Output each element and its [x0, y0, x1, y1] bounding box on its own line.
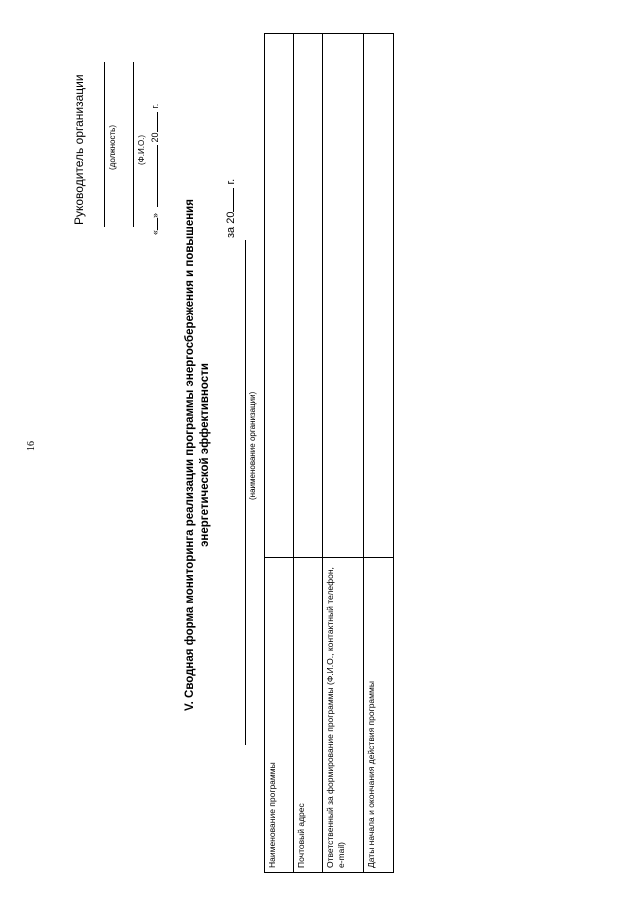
row-label-postal-address: Почтовый адрес — [294, 558, 323, 873]
period-year-blank — [223, 188, 234, 212]
approval-title: Руководитель организации — [72, 74, 86, 225]
organization-name-line — [233, 240, 246, 745]
date-day-blank — [148, 218, 158, 230]
row-label-program-dates: Даты начала и окончания действия программы — [364, 558, 394, 873]
name-caption: (Ф.И.О.) — [137, 134, 146, 165]
form-title-line2: энергетической эффективности — [199, 363, 211, 547]
position-signature-line — [104, 62, 105, 227]
date-year-suffix: г. — [150, 103, 160, 109]
date-year-prefix: 20 — [150, 132, 160, 143]
form-title — [183, 45, 213, 865]
period-suffix: г. — [225, 178, 237, 185]
name-signature-line — [133, 62, 134, 227]
row-value-program-name — [265, 34, 294, 558]
table-row — [294, 34, 323, 873]
date-month-blank — [148, 145, 158, 207]
period — [223, 179, 237, 238]
table-row — [364, 34, 394, 873]
form-title-line1: V. Сводная форма мониторинга реализации программы энергосбережения и повышения — [184, 199, 196, 711]
date-close-quote: » — [150, 212, 160, 218]
date-open-quote: « — [150, 229, 160, 235]
table-row — [323, 34, 364, 873]
period-prefix: за 20 — [225, 211, 237, 238]
approval-date — [148, 104, 160, 235]
page-number: 16 — [26, 441, 37, 451]
row-label-responsible-person: Ответственный за формирование программы (Ф.И.О., контактный телефон, e-mail) — [323, 558, 364, 873]
program-info-table — [264, 33, 394, 873]
row-value-responsible-person — [323, 34, 364, 558]
row-label-program-name: Наименование программы — [265, 558, 294, 873]
row-value-postal-address — [294, 34, 323, 558]
position-caption: (должность) — [108, 125, 117, 170]
row-value-program-dates — [364, 34, 394, 558]
table-row — [265, 34, 294, 873]
date-year-blank — [148, 112, 158, 132]
organization-caption: (наименование организации) — [248, 391, 257, 500]
